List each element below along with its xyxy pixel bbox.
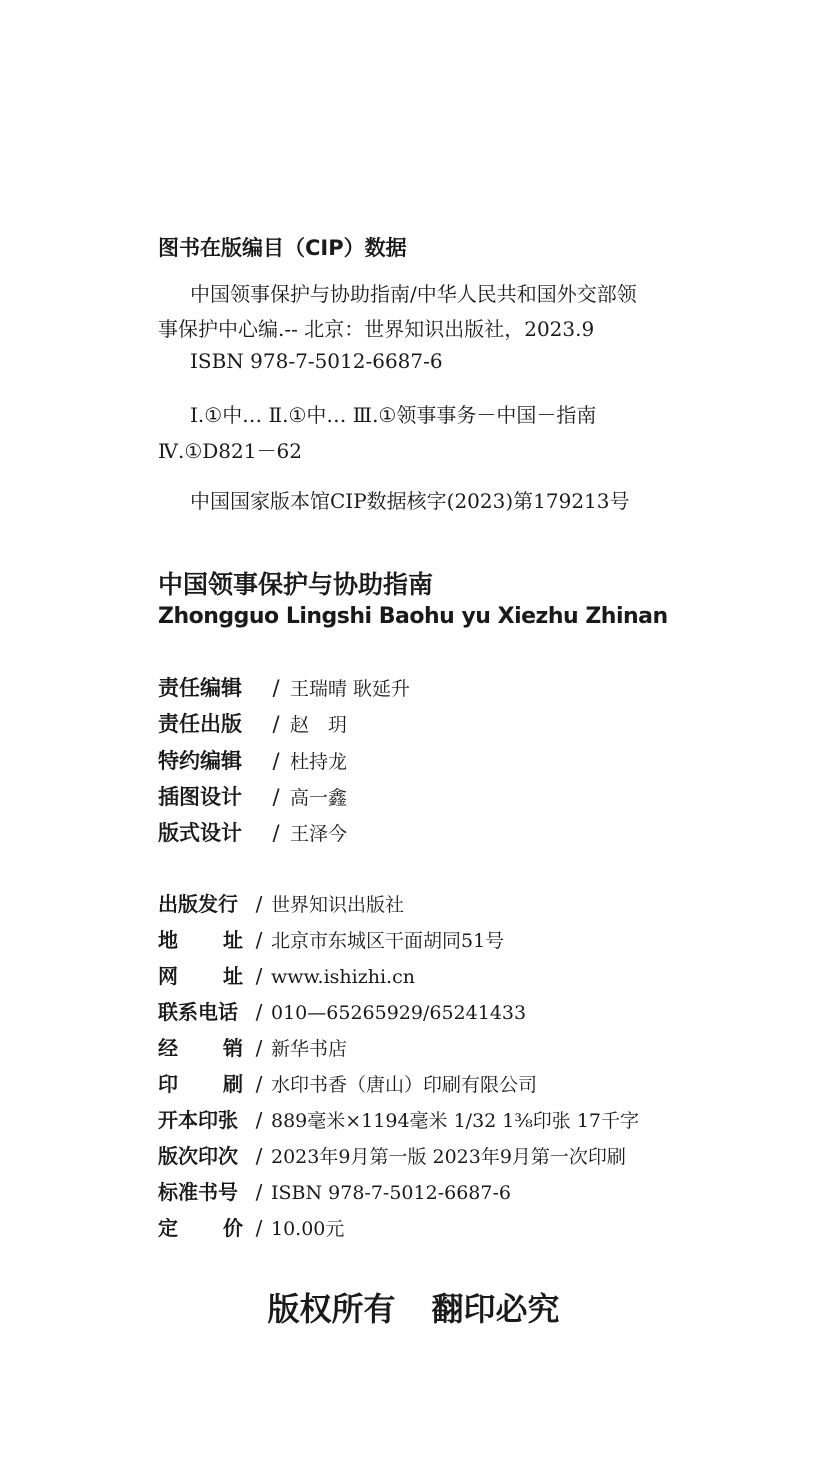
cip-line-2: 事保护中心编.-- 北京：世界知识出版社，2023.9: [158, 317, 595, 341]
pub-value: 新华书店: [271, 1038, 348, 1060]
credit-label: 特约编辑: [158, 749, 242, 773]
website-value: www.ishizhi.cn: [271, 966, 415, 988]
pub-label: 定价: [158, 1216, 243, 1240]
pub-label: 印刷: [158, 1072, 243, 1096]
separator: /: [272, 749, 280, 773]
separator: /: [272, 785, 280, 809]
credit-row: [158, 709, 347, 739]
separator: /: [255, 928, 263, 952]
phone-value: 010—65265929/65241433: [271, 1002, 527, 1024]
credit-value: 杜持龙: [290, 751, 348, 773]
credit-row: [158, 746, 347, 776]
pub-row: [158, 1177, 511, 1207]
pub-value: 2023年9月第一版 2023年9月第一次印刷: [271, 1146, 626, 1168]
price-value: 10.00元: [271, 1218, 345, 1240]
cip-classification-code: Ⅳ.①D821－62: [158, 439, 302, 463]
copyright-part-1: 版权所有: [267, 1290, 396, 1328]
separator: /: [255, 1072, 263, 1096]
pub-row: [158, 1213, 344, 1243]
pub-label: 网址: [158, 964, 243, 988]
pub-value: 世界知识出版社: [271, 894, 405, 916]
cip-isbn-line: ISBN 978-7-5012-6687-6: [190, 349, 443, 373]
separator: /: [255, 1036, 263, 1060]
credit-value: 高一鑫: [290, 787, 348, 809]
pub-row: [158, 961, 415, 991]
pub-label: 经销: [158, 1036, 243, 1060]
pub-value: 水印书香（唐山）印刷有限公司: [271, 1074, 538, 1096]
credit-label: 责任编辑: [158, 676, 242, 700]
credit-label: 插图设计: [158, 785, 242, 809]
pub-row: [158, 997, 526, 1027]
cip-line-1: 中国领事保护与协助指南/中华人民共和国外交部领: [190, 282, 637, 306]
separator: /: [255, 1180, 263, 1204]
pub-row: [158, 1069, 537, 1099]
pub-value: 北京市东城区干面胡同51号: [271, 930, 505, 952]
pub-row: [158, 925, 504, 955]
pub-row: [158, 1105, 639, 1135]
credit-row: [158, 782, 347, 812]
separator: /: [255, 892, 263, 916]
separator: /: [272, 676, 280, 700]
pub-label: 联系电话: [158, 1000, 238, 1024]
cip-heading: 图书在版编目（CIP）数据: [158, 236, 407, 260]
credit-label: 责任出版: [158, 712, 242, 736]
pub-row: [158, 889, 404, 919]
copyright-part-2: 翻印必究: [431, 1290, 560, 1328]
separator: /: [255, 1000, 263, 1024]
separator: /: [255, 1144, 263, 1168]
pub-row: [158, 1141, 626, 1171]
pub-row: [158, 1033, 347, 1063]
separator: /: [272, 821, 280, 845]
cip-record-number: 中国国家版本馆CIP数据核字(2023)第179213号: [190, 489, 630, 513]
pub-label: 版次印次: [158, 1144, 238, 1168]
credit-row: [158, 818, 347, 848]
book-title: 中国领事保护与协助指南: [158, 570, 434, 599]
credit-value: 王瑞晴 耿延升: [290, 678, 411, 700]
pub-label: 标准书号: [158, 1180, 238, 1204]
pub-label: 开本印张: [158, 1108, 238, 1132]
pub-value: 889毫米×1194毫米 1/32 1⅜印张 17千字: [271, 1110, 640, 1132]
book-title-pinyin: Zhongguo Lingshi Baohu yu Xiezhu Zhinan: [158, 604, 668, 629]
pub-label: 出版发行: [158, 892, 238, 916]
isbn-value: ISBN 978-7-5012-6687-6: [271, 1182, 511, 1204]
credit-value: 赵 玥: [290, 714, 348, 736]
pub-label: 地址: [158, 928, 243, 952]
copyright-notice: [0, 1284, 827, 1330]
credit-value: 王泽今: [290, 823, 348, 845]
separator: /: [272, 712, 280, 736]
cip-classification-line: Ⅰ.①中… Ⅱ.①中… Ⅲ.①领事事务－中国－指南: [190, 403, 597, 427]
separator: /: [255, 1216, 263, 1240]
credit-label: 版式设计: [158, 821, 242, 845]
credit-row: [158, 673, 410, 703]
separator: /: [255, 1108, 263, 1132]
separator: /: [255, 964, 263, 988]
